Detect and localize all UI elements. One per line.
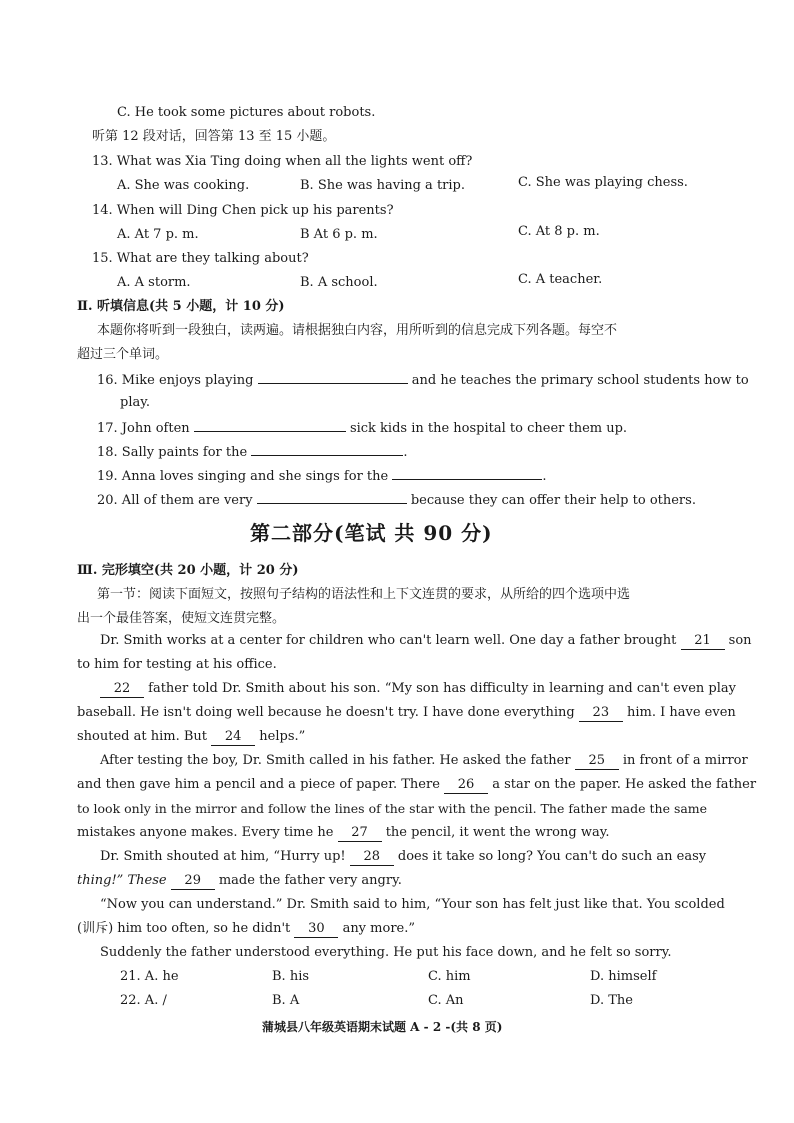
- q21-option-c[interactable]: C. him: [428, 969, 471, 984]
- passage-p1-line1: [100, 632, 752, 650]
- q18-answer-blank[interactable]: [251, 442, 403, 456]
- q18-text-after: .: [403, 445, 408, 460]
- q21-option-b[interactable]: B. his: [272, 969, 310, 984]
- q22-option-b[interactable]: B. A: [272, 993, 300, 1008]
- q15-option-a: A. A storm.: [117, 275, 191, 290]
- q16-line: [97, 370, 749, 390]
- passage-p3-line2: [77, 776, 756, 794]
- passage-text: a star on the paper. He asked the father: [492, 777, 757, 792]
- passage-text: and then gave him a pencil and a piece of paper. There: [77, 777, 440, 792]
- section3-instruction-line2: 出一个最佳答案，使短文连贯完整。: [77, 611, 286, 626]
- q17-line: [97, 418, 627, 438]
- passage-p6: Suddenly the father understood everything. He put his face down, and he felt so sorry.: [100, 945, 672, 960]
- q19-text-after: .: [542, 469, 547, 484]
- passage-p4-line2: [77, 872, 402, 890]
- blank-21[interactable]: 21: [681, 633, 725, 650]
- q13-option-a: A. She was cooking.: [117, 178, 250, 193]
- section3-heading: Ⅲ. 完形填空(共 20 小题，计 20 分): [77, 563, 299, 578]
- part2-title: 第二部分(笔试 共 90 分): [250, 521, 493, 545]
- passage-text: After testing the boy, Dr. Smith called in his father. He asked the father: [100, 753, 571, 768]
- passage-text: (训斥) him too often, so he didn't: [77, 921, 291, 936]
- passage-text: son: [728, 633, 752, 648]
- q19-text-before: 19. Anna loves singing and she sings for the: [97, 469, 389, 484]
- passage-text: Dr. Smith works at a center for children who can't learn well. One day a father brought: [100, 633, 677, 648]
- section2-instruction-line1: 本题你将听到一段独白，读两遍。请根据独白内容，用所听到的信息完成下列各题。每空不: [97, 323, 618, 338]
- q12-option-c: C. He took some pictures about robots.: [117, 105, 376, 120]
- passage-text: mistakes anyone makes. Every time he: [77, 825, 334, 840]
- q19-line: [97, 466, 547, 486]
- passage-p3-line4: [77, 824, 609, 842]
- passage-p2-line3: [77, 728, 305, 746]
- passage-text: any more.”: [342, 921, 416, 936]
- passage-p5-line2: [77, 920, 415, 938]
- q16-text-after: and he teaches the primary school students how to: [411, 373, 749, 388]
- q14-option-a: A. At 7 p. m.: [117, 227, 199, 242]
- passage-text: shouted at him. But: [77, 729, 207, 744]
- blank-27[interactable]: 27: [338, 825, 382, 842]
- passage-text: him. I have even: [626, 705, 736, 720]
- passage-p3-line3: to look only in the mirror and follow the lines of the star with the pencil. The father made the same: [77, 801, 708, 816]
- q16-continued: play.: [120, 395, 150, 410]
- q15-stem: 15. What are they talking about?: [92, 251, 309, 266]
- passage-text: the pencil, it went the wrong way.: [385, 825, 610, 840]
- q21-option-d[interactable]: D. himself: [590, 969, 657, 984]
- blank-29[interactable]: 29: [171, 873, 215, 890]
- passage-text: father told Dr. Smith about his son. “My son has difficulty in learning and can't even play: [148, 681, 736, 696]
- q13-stem: 13. What was Xia Ting doing when all the lights went off?: [92, 154, 473, 169]
- q22-option-c[interactable]: C. An: [428, 993, 464, 1008]
- passage-text: in front of a mirror: [622, 753, 748, 768]
- passage-text: made the father very angry.: [218, 873, 402, 888]
- section2-instruction-line2: 超过三个单词。: [77, 347, 169, 362]
- q20-line: [97, 490, 696, 510]
- q17-answer-blank[interactable]: [194, 418, 346, 432]
- q15-option-c: C. A teacher.: [518, 272, 603, 287]
- q18-line: [97, 442, 407, 462]
- blank-25[interactable]: 25: [575, 753, 619, 770]
- passage-p5-line1: “Now you can understand.” Dr. Smith said to him, “Your son has felt just like that. You scolded: [100, 897, 725, 912]
- q16-answer-blank[interactable]: [258, 370, 408, 384]
- passage-text: helps.”: [259, 729, 306, 744]
- passage-p2-line1: [100, 680, 736, 698]
- passage-text: thing!” These: [77, 873, 167, 888]
- q17-text-before: 17. John often: [97, 421, 190, 436]
- q14-option-c: C. At 8 p. m.: [518, 224, 600, 239]
- q20-text-before: 20. All of them are very: [97, 493, 253, 508]
- blank-22[interactable]: 22: [100, 681, 144, 698]
- q22-option-a[interactable]: 22. A. /: [120, 993, 167, 1008]
- q13-option-c: C. She was playing chess.: [518, 175, 688, 190]
- instruction-dialogue-12: 听第 12 段对话，回答第 13 至 15 小题。: [92, 129, 336, 144]
- blank-30[interactable]: 30: [294, 921, 338, 938]
- section2-heading: Ⅱ. 听填信息(共 5 小题，计 10 分): [77, 299, 285, 314]
- q21-option-a[interactable]: 21. A. he: [120, 969, 179, 984]
- q19-answer-blank[interactable]: [392, 466, 542, 480]
- q20-answer-blank[interactable]: [257, 490, 407, 504]
- q17-text-after: sick kids in the hospital to cheer them up.: [349, 421, 628, 436]
- passage-text: baseball. He isn't doing well because he doesn't try. I have done everything: [77, 705, 575, 720]
- blank-28[interactable]: 28: [350, 849, 394, 866]
- blank-26[interactable]: 26: [444, 777, 488, 794]
- q14-option-b: B At 6 p. m.: [300, 227, 378, 242]
- q20-text-after: because they can offer their help to others.: [410, 493, 696, 508]
- page-footer: 蒲城县八年级英语期末试题 A - 2 -(共 8 页): [262, 1020, 503, 1034]
- blank-23[interactable]: 23: [579, 705, 623, 722]
- q16-text-before: 16. Mike enjoys playing: [97, 373, 254, 388]
- q22-option-d[interactable]: D. The: [590, 993, 633, 1008]
- passage-p1-line2: to him for testing at his office.: [77, 657, 277, 672]
- q18-text-before: 18. Sally paints for the: [97, 445, 248, 460]
- passage-p3-line1: [100, 752, 748, 770]
- q13-option-b: B. She was having a trip.: [300, 178, 465, 193]
- passage-text: does it take so long? You can't do such an easy: [397, 849, 707, 864]
- passage-p2-line2: [77, 704, 736, 722]
- section3-instruction-line1: 第一节：阅读下面短文，按照句子结构的语法性和上下文连贯的要求，从所给的四个选项中选: [97, 587, 631, 602]
- passage-text: Dr. Smith shouted at him, “Hurry up!: [100, 849, 346, 864]
- q14-stem: 14. When will Ding Chen pick up his parents?: [92, 203, 394, 218]
- q15-option-b: B. A school.: [300, 275, 378, 290]
- passage-p4-line1: [100, 848, 706, 866]
- blank-24[interactable]: 24: [211, 729, 255, 746]
